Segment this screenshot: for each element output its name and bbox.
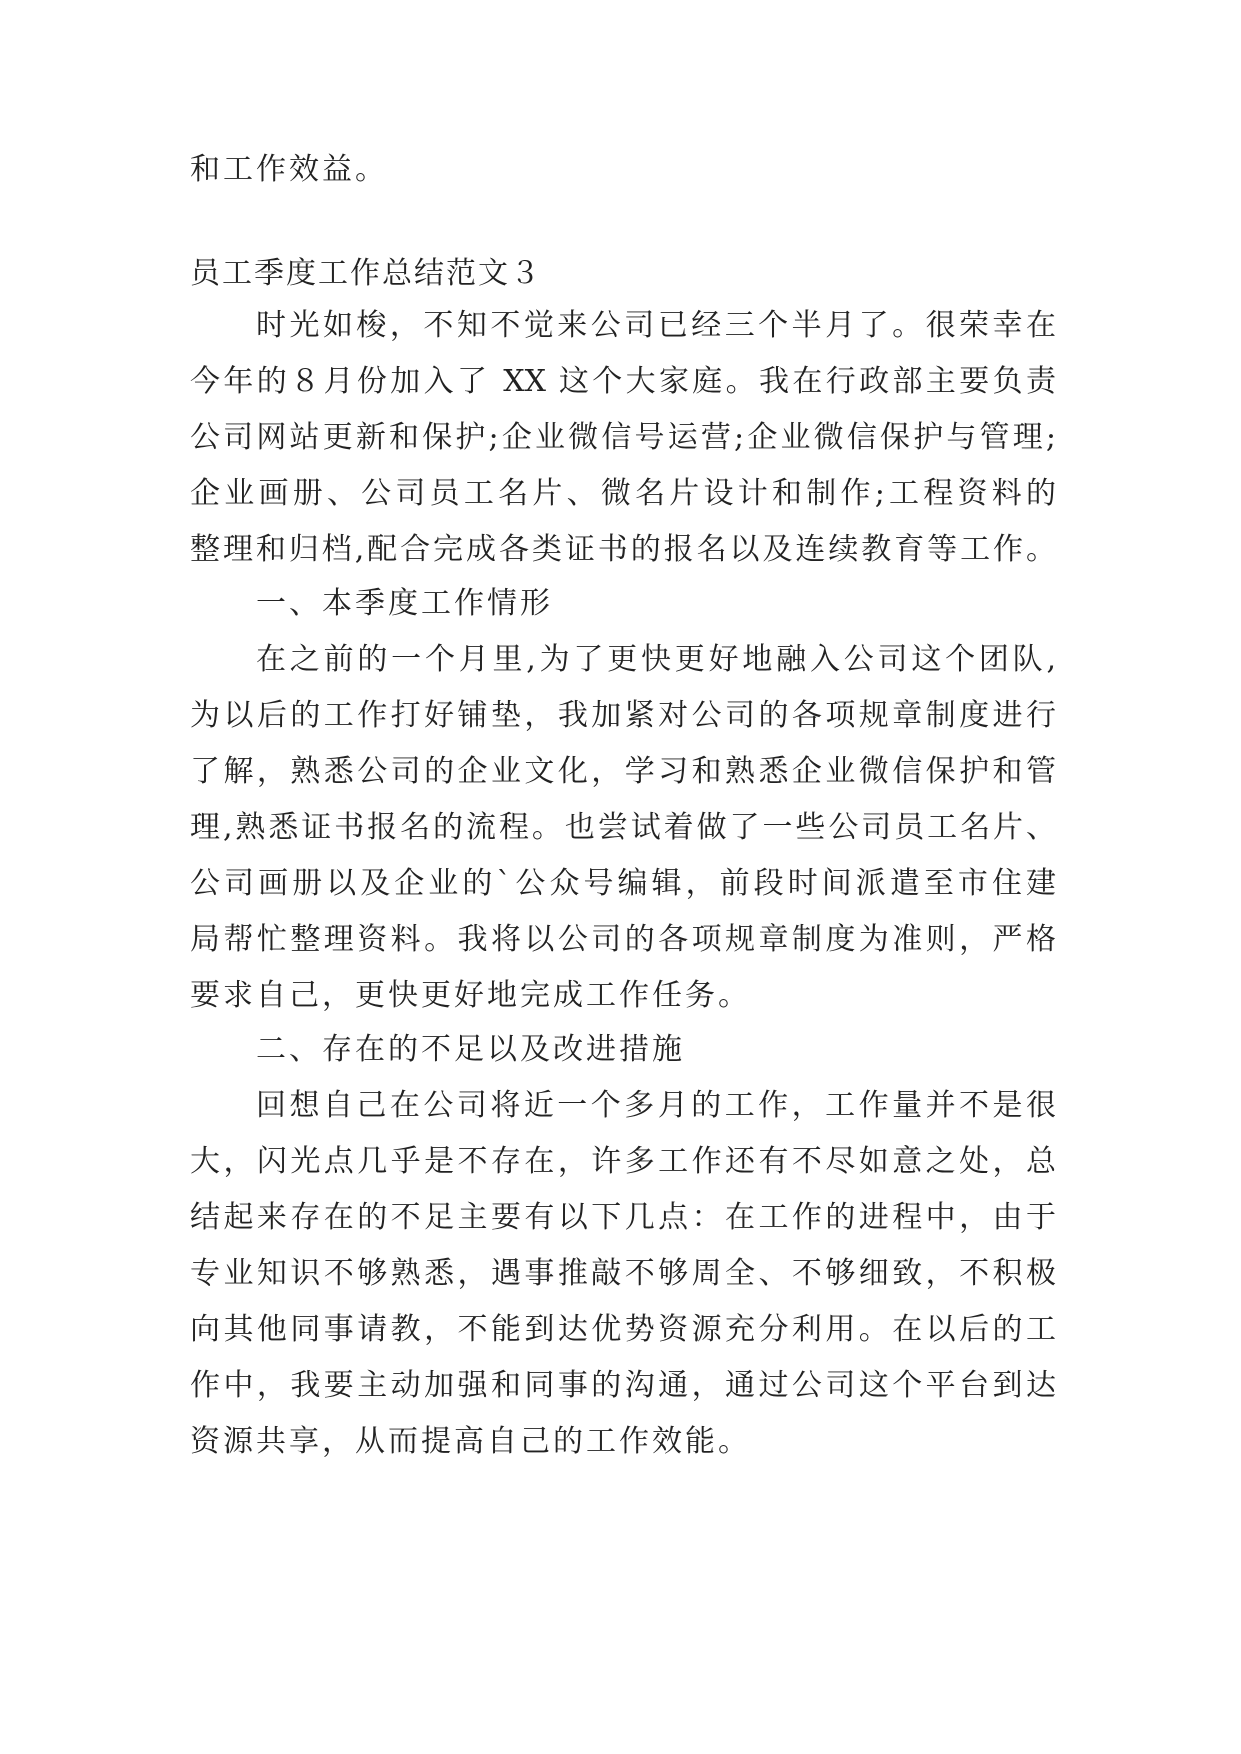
paragraph-line: 和工作效益。: [190, 152, 388, 187]
paragraph-line: 要求自己，更快更好地完成工作任务。: [190, 978, 751, 1013]
paragraph-line: 时光如梭，不知不觉来公司已经三个半月了。很荣幸在: [256, 308, 1056, 343]
section-title: 员工季度工作总结范文３: [190, 256, 542, 291]
paragraph-line: 企业画册、公司员工名片、微名片设计和制作;工程资料的: [190, 476, 1056, 511]
paragraph-line: 为以后的工作打好铺垫，我加紧对公司的各项规章制度进行: [190, 698, 1056, 733]
paragraph-line: 资源共享，从而提高自己的工作效能。: [190, 1424, 751, 1459]
paragraph-line: 专业知识不够熟悉，遇事推敲不够周全、不够细致，不积极: [190, 1256, 1056, 1291]
paragraph-line: 公司画册以及企业的`公众号编辑，前段时间派遣至市住建: [190, 866, 1056, 901]
paragraph-line: 向其他同事请教，不能到达优势资源充分利用。在以后的工: [190, 1312, 1056, 1347]
paragraph-line: 公司网站更新和保护;企业微信号运营;企业微信保护与管理;: [190, 420, 1056, 455]
paragraph-line: 今年的８月份加入了 XX 这个大家庭。我在行政部主要负责: [190, 364, 1056, 399]
paragraph-line: 局帮忙整理资料。我将以公司的各项规章制度为准则，严格: [190, 922, 1056, 957]
paragraph-line: 了解，熟悉公司的企业文化，学习和熟悉企业微信保护和管: [190, 754, 1056, 789]
paragraph-line: 结起来存在的不足主要有以下几点：在工作的进程中，由于: [190, 1200, 1056, 1235]
subheading: 二、存在的不足以及改进措施: [256, 1032, 685, 1067]
paragraph-line: 作中，我要主动加强和同事的沟通，通过公司这个平台到达: [190, 1368, 1056, 1403]
paragraph-line: 在之前的一个月里,为了更快更好地融入公司这个团队,: [256, 642, 1056, 677]
paragraph-line: 整理和归档,配合完成各类证书的报名以及连续教育等工作。: [190, 532, 1056, 567]
paragraph-line: 回想自己在公司将近一个多月的工作，工作量并不是很: [256, 1088, 1056, 1123]
paragraph-line: 大，闪光点几乎是不存在，许多工作还有不尽如意之处，总: [190, 1144, 1056, 1179]
subheading: 一、本季度工作情形: [256, 586, 553, 621]
paragraph-line: 理,熟悉证书报名的流程。也尝试着做了一些公司员工名片、: [190, 810, 1056, 845]
